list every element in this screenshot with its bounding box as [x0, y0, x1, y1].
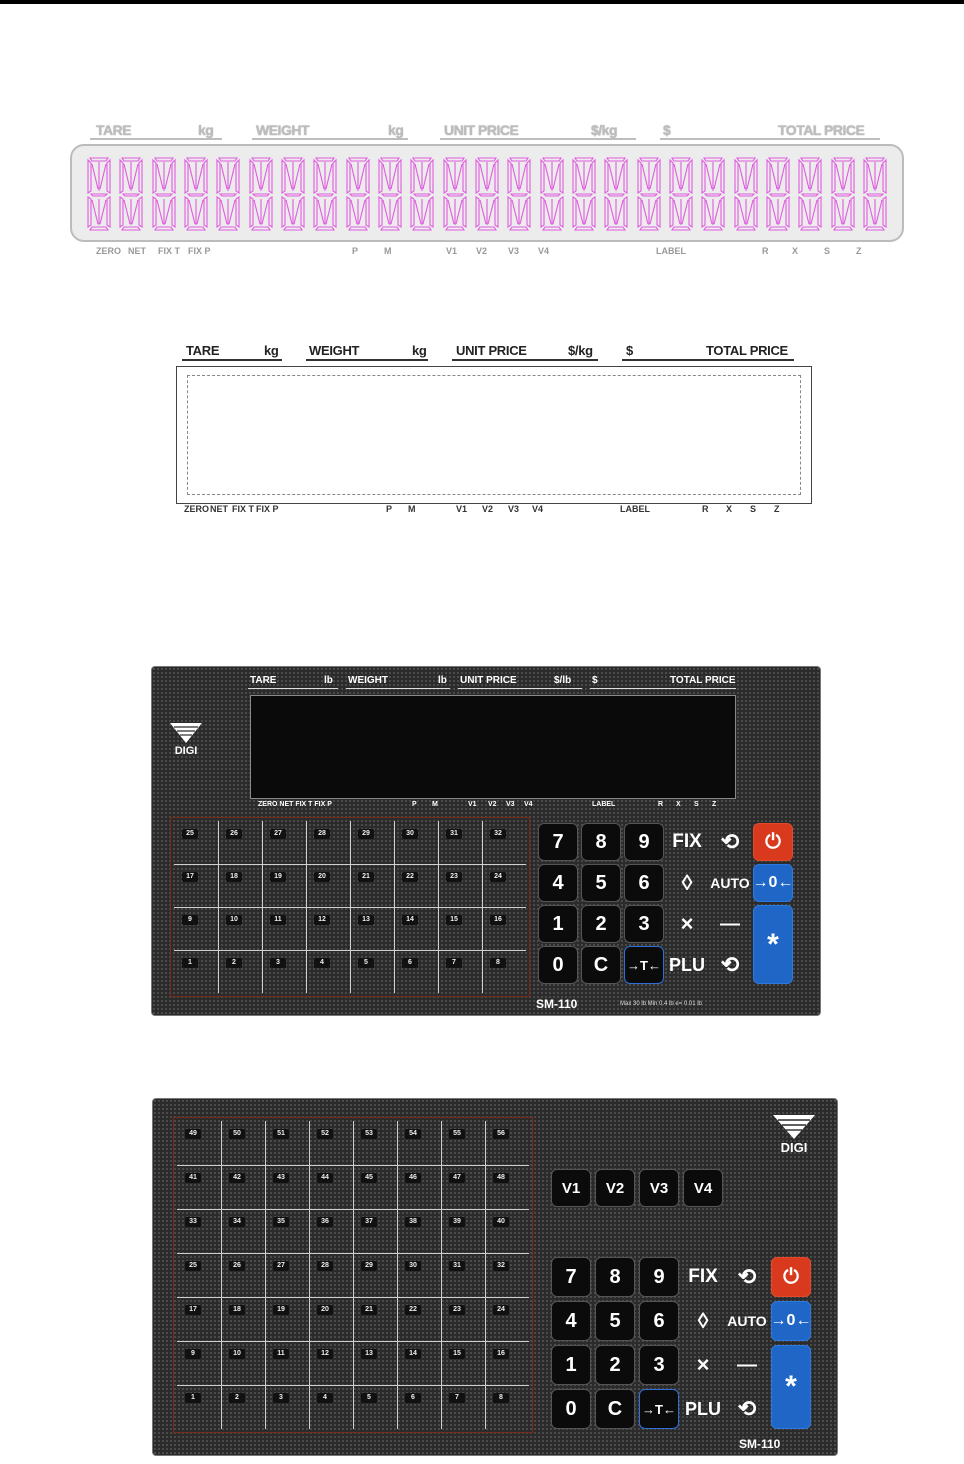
- key-6[interactable]: 6: [639, 1301, 679, 1341]
- plu-key[interactable]: 31: [446, 829, 462, 839]
- header-bar-total: [590, 688, 736, 689]
- clear-key[interactable]: C: [581, 946, 621, 984]
- power-key[interactable]: ⏻: [771, 1257, 811, 1297]
- segment-display-header: [68, 118, 904, 142]
- plu-key[interactable]: PLU: [669, 954, 705, 975]
- ind-v2: V2: [482, 504, 494, 514]
- plu-key[interactable]: 51: [273, 1129, 289, 1139]
- keypad-panel-32: [151, 666, 821, 1016]
- key-7[interactable]: 7: [551, 1257, 591, 1297]
- header-unit-price-unit: $/kg: [591, 122, 618, 138]
- key-auto[interactable]: AUTO: [710, 875, 750, 891]
- key-rotate[interactable]: ⟲: [720, 952, 740, 977]
- plu-key[interactable]: 17: [182, 872, 198, 882]
- plu-key[interactable]: 25: [185, 1261, 201, 1271]
- clear-key[interactable]: C: [595, 1389, 635, 1429]
- key-2[interactable]: 2: [595, 1345, 635, 1385]
- ind-p: P: [412, 801, 417, 808]
- plu-key[interactable]: 53: [361, 1129, 377, 1139]
- ind-p: P: [352, 246, 359, 256]
- plu-key[interactable]: 14: [405, 1349, 421, 1359]
- plu-key[interactable]: 22: [402, 872, 418, 882]
- plu-key[interactable]: 13: [361, 1349, 377, 1359]
- segment-digits: [86, 156, 888, 230]
- plu-key[interactable]: 2: [226, 958, 242, 968]
- plu-key[interactable]: 54: [405, 1129, 421, 1139]
- plu-key[interactable]: 12: [317, 1349, 333, 1359]
- ind-x: X: [676, 801, 681, 808]
- header-weight-unit: kg: [388, 122, 404, 138]
- key-multiply[interactable]: ×: [680, 911, 694, 936]
- keypad-panel-56: [152, 1098, 838, 1456]
- plu-key[interactable]: 3: [270, 958, 286, 968]
- outline-lcd-dashed-area: [187, 375, 801, 495]
- plu-key[interactable]: PLU: [685, 1398, 721, 1419]
- outline-lcd: [176, 366, 812, 504]
- plu-grid-line: [441, 1121, 442, 1429]
- plu-key[interactable]: 29: [358, 829, 374, 839]
- segment-digit: [700, 156, 726, 232]
- plu-grid-line: [306, 821, 307, 993]
- ind-label: LABEL: [592, 801, 616, 808]
- plu-key[interactable]: 16: [490, 915, 506, 925]
- plu-key[interactable]: 27: [270, 829, 286, 839]
- plu-key[interactable]: 24: [490, 872, 506, 882]
- header-bar-tare: [248, 688, 338, 689]
- segment-digit: [86, 156, 112, 232]
- plu-key[interactable]: 23: [449, 1305, 465, 1315]
- key-minus[interactable]: —: [737, 1353, 757, 1376]
- plu-key[interactable]: 7: [446, 958, 462, 968]
- plu-key[interactable]: 6: [405, 1393, 421, 1403]
- ind-label: LABEL: [620, 504, 650, 514]
- key-5[interactable]: 5: [581, 864, 621, 902]
- header-currency: $: [663, 122, 671, 138]
- ind-p: P: [386, 504, 393, 514]
- plu-key[interactable]: 19: [270, 872, 286, 882]
- plu-key[interactable]: 10: [229, 1349, 245, 1359]
- key-6[interactable]: 6: [624, 864, 664, 902]
- plu-key[interactable]: 16: [493, 1349, 509, 1359]
- ind-v1: V1: [456, 504, 468, 514]
- plu-key[interactable]: 18: [229, 1305, 245, 1315]
- header-tare: TARE: [96, 122, 132, 138]
- segment-digit: [765, 156, 791, 232]
- ind-v2: V2: [488, 801, 497, 808]
- plu-key[interactable]: 52: [317, 1129, 333, 1139]
- plu-key[interactable]: 43: [273, 1173, 289, 1183]
- plu-key[interactable]: 30: [405, 1261, 421, 1271]
- ind-v4: V4: [538, 246, 550, 256]
- key-fix[interactable]: FIX: [688, 1266, 718, 1287]
- header-weight: WEIGHT: [348, 675, 388, 686]
- plu-key[interactable]: 20: [314, 872, 330, 882]
- plu-key[interactable]: 32: [493, 1261, 509, 1271]
- header-weight-unit: kg: [412, 343, 427, 358]
- segment-digit: [636, 156, 662, 232]
- zero-key[interactable]: →0←: [753, 864, 793, 902]
- print-key[interactable]: *: [771, 1345, 811, 1429]
- plu-key[interactable]: 3: [273, 1393, 289, 1403]
- ind-s: S: [750, 504, 757, 514]
- header-total-price: TOTAL PRICE: [706, 343, 788, 358]
- plu-key[interactable]: 50: [229, 1129, 245, 1139]
- plu-key[interactable]: 18: [226, 872, 242, 882]
- plu-key[interactable]: 15: [446, 915, 462, 925]
- ind-r: R: [762, 246, 769, 256]
- key-0[interactable]: 0: [538, 946, 578, 984]
- plu-key[interactable]: 21: [358, 872, 374, 882]
- lcd-window: [250, 695, 736, 799]
- plu-key[interactable]: 11: [270, 915, 286, 925]
- segment-digit: [797, 156, 823, 232]
- plu-key[interactable]: 8: [493, 1393, 509, 1403]
- plu-key[interactable]: 6: [402, 958, 418, 968]
- header-bar-tare: [182, 359, 282, 361]
- header-tare-unit: lb: [324, 675, 333, 686]
- ind-z: Z: [856, 246, 862, 256]
- header-bar-unit-price: [440, 138, 636, 140]
- plu-key[interactable]: 30: [402, 829, 418, 839]
- header-unit-price-unit: $/kg: [568, 343, 593, 358]
- ind-zero-net-fix: ZERO NET FIX T FIX P: [258, 801, 332, 808]
- ind-v2: V2: [476, 246, 488, 256]
- plu-key[interactable]: 31: [449, 1261, 465, 1271]
- header-unit-price: UNIT PRICE: [456, 343, 527, 358]
- ind-fix-p: FIX P: [256, 504, 279, 514]
- key-3[interactable]: 3: [624, 905, 664, 943]
- ind-label: LABEL: [656, 246, 686, 256]
- ind-s: S: [694, 801, 699, 808]
- key-8[interactable]: 8: [581, 823, 621, 861]
- key-0[interactable]: 0: [551, 1389, 591, 1429]
- plu-grid-line: [397, 1121, 398, 1429]
- header-tare-unit: kg: [198, 122, 214, 138]
- plu-key[interactable]: 17: [185, 1305, 201, 1315]
- plu-key[interactable]: 44: [317, 1173, 333, 1183]
- plu-grid-line: [394, 821, 395, 993]
- segment-digit: [862, 156, 888, 232]
- outline-display-panel: [176, 340, 816, 520]
- header-bar-unit-price: [452, 359, 598, 361]
- plu-key[interactable]: 55: [449, 1129, 465, 1139]
- ind-v1: V1: [468, 801, 477, 808]
- plu-key[interactable]: 15: [449, 1349, 465, 1359]
- key-9[interactable]: 9: [624, 823, 664, 861]
- key-rotate[interactable]: ⟲: [737, 1396, 757, 1421]
- segment-indicators: [68, 246, 904, 260]
- plu-key[interactable]: 12: [314, 915, 330, 925]
- key-2[interactable]: 2: [581, 905, 621, 943]
- plu-key[interactable]: 28: [314, 829, 330, 839]
- plu-key[interactable]: 19: [273, 1305, 289, 1315]
- segment-digit: [539, 156, 565, 232]
- plu-key[interactable]: 28: [317, 1261, 333, 1271]
- segment-digit: [377, 156, 403, 232]
- segment-display-panel: [68, 118, 904, 260]
- key-9[interactable]: 9: [639, 1257, 679, 1297]
- segment-digit: [215, 156, 241, 232]
- ind-v3: V3: [508, 246, 520, 256]
- plu-key[interactable]: 22: [405, 1305, 421, 1315]
- header-currency: $: [626, 343, 633, 358]
- segment-digit: [506, 156, 532, 232]
- plu-key[interactable]: 45: [361, 1173, 377, 1183]
- plu-grid-line: [309, 1121, 310, 1429]
- model-name: SM-110: [739, 1437, 781, 1451]
- segment-lcd: [70, 144, 904, 242]
- plu-key[interactable]: 1: [185, 1393, 201, 1403]
- plu-key[interactable]: 25: [182, 829, 198, 839]
- header-bar-total: [660, 138, 880, 140]
- ind-m: M: [408, 504, 416, 514]
- header-weight-unit: lb: [438, 675, 447, 686]
- key-7[interactable]: 7: [538, 823, 578, 861]
- plu-key[interactable]: 5: [358, 958, 374, 968]
- ind-v1: V1: [446, 246, 458, 256]
- plu-key[interactable]: 37: [361, 1217, 377, 1227]
- header-unit-price: UNIT PRICE: [444, 122, 519, 138]
- plu-key[interactable]: 8: [490, 958, 506, 968]
- segment-digit: [442, 156, 468, 232]
- header-weight: WEIGHT: [309, 343, 360, 358]
- plu-grid-line: [262, 821, 263, 993]
- segment-digit: [248, 156, 274, 232]
- key-1[interactable]: 1: [551, 1345, 591, 1385]
- plu-grid-line: [485, 1121, 486, 1429]
- key-unit-change[interactable]: ⟲: [737, 1264, 757, 1289]
- header-total-price: TOTAL PRICE: [670, 675, 736, 686]
- v-key-1[interactable]: V1: [551, 1169, 591, 1207]
- header-bar-total: [622, 359, 794, 361]
- plu-key[interactable]: 5: [361, 1393, 377, 1403]
- segment-digit: [474, 156, 500, 232]
- ind-v4: V4: [532, 504, 544, 514]
- plu-grid-line: [218, 821, 219, 993]
- plu-key[interactable]: 24: [493, 1305, 509, 1315]
- plu-key[interactable]: 7: [449, 1393, 465, 1403]
- v-key-2[interactable]: V2: [595, 1169, 635, 1207]
- plu-key[interactable]: 11: [273, 1349, 289, 1359]
- segment-digit: [118, 156, 144, 232]
- key-fix[interactable]: FIX: [672, 831, 702, 852]
- ind-net: NET: [128, 246, 146, 256]
- key-unit-change[interactable]: ⟲: [720, 829, 740, 854]
- plu-key[interactable]: 33: [185, 1217, 201, 1227]
- ind-v3: V3: [508, 504, 520, 514]
- header-weight: WEIGHT: [256, 122, 309, 138]
- ind-v4: V4: [524, 801, 533, 808]
- ind-net: NET: [210, 504, 228, 514]
- segment-digit: [312, 156, 338, 232]
- segment-digit: [345, 156, 371, 232]
- segment-digit: [183, 156, 209, 232]
- ind-r: R: [658, 801, 664, 808]
- plu-key[interactable]: 41: [185, 1173, 201, 1183]
- svg-text:DIGI: DIGI: [780, 1140, 808, 1153]
- v-key-3[interactable]: V3: [639, 1169, 679, 1207]
- plu-key[interactable]: 26: [226, 829, 242, 839]
- plu-key[interactable]: 13: [358, 915, 374, 925]
- digi-logo: [168, 721, 204, 760]
- ind-x: X: [726, 504, 733, 514]
- plu-key[interactable]: 46: [405, 1173, 421, 1183]
- key-auto[interactable]: AUTO: [727, 1313, 767, 1329]
- tare-key[interactable]: →T←: [639, 1389, 679, 1429]
- ind-r: R: [702, 504, 709, 514]
- key-3[interactable]: 3: [639, 1345, 679, 1385]
- plu-grid-line: [265, 1121, 266, 1429]
- ind-zero: ZERO: [184, 504, 210, 514]
- plu-key[interactable]: 14: [402, 915, 418, 925]
- header-unit-price: UNIT PRICE: [460, 675, 517, 686]
- segment-digit: [668, 156, 694, 232]
- segment-digit: [280, 156, 306, 232]
- plu-key[interactable]: 32: [490, 829, 506, 839]
- header-bar-weight: [252, 138, 408, 140]
- plu-key[interactable]: 9: [182, 915, 198, 925]
- header-tare: TARE: [250, 675, 277, 686]
- plu-key[interactable]: 9: [185, 1349, 201, 1359]
- key-diamond[interactable]: ◊: [697, 1308, 709, 1333]
- top-rule: [0, 0, 964, 4]
- plu-key[interactable]: 26: [229, 1261, 245, 1271]
- plu-key[interactable]: 4: [317, 1393, 333, 1403]
- plu-key[interactable]: 42: [229, 1173, 245, 1183]
- key-4[interactable]: 4: [551, 1301, 591, 1341]
- plu-key[interactable]: 23: [446, 872, 462, 882]
- print-key[interactable]: *: [753, 905, 793, 984]
- plu-key[interactable]: 56: [493, 1129, 509, 1139]
- plu-key[interactable]: 35: [273, 1217, 289, 1227]
- ind-x: X: [792, 246, 799, 256]
- plu-grid-line: [353, 1121, 354, 1429]
- segment-digit: [571, 156, 597, 232]
- key-diamond[interactable]: ◊: [681, 870, 693, 895]
- key-5[interactable]: 5: [595, 1301, 635, 1341]
- model-name: SM-110: [536, 997, 578, 1011]
- plu-key[interactable]: 21: [361, 1305, 377, 1315]
- ind-zero: ZERO: [96, 246, 122, 256]
- header-bar-weight: [306, 359, 428, 361]
- plu-key[interactable]: 40: [493, 1217, 509, 1227]
- header-unit-price-unit: $/lb: [554, 675, 572, 686]
- power-key[interactable]: ⏻: [753, 823, 793, 861]
- ind-s: S: [824, 246, 831, 256]
- ind-z: Z: [712, 801, 717, 808]
- header-total-price: TOTAL PRICE: [778, 122, 865, 138]
- plu-grid-line: [438, 821, 439, 993]
- key-minus[interactable]: —: [720, 912, 740, 935]
- tare-key[interactable]: →T←: [624, 946, 664, 984]
- key-8[interactable]: 8: [595, 1257, 635, 1297]
- zero-key[interactable]: →0←: [771, 1301, 811, 1341]
- header-currency: $: [592, 675, 598, 686]
- header-tare-unit: kg: [264, 343, 279, 358]
- header-bar-unit-price: [458, 688, 582, 689]
- plu-key[interactable]: 36: [317, 1217, 333, 1227]
- segment-digit: [151, 156, 177, 232]
- v-key-4[interactable]: V4: [683, 1169, 723, 1207]
- plu-key[interactable]: 47: [449, 1173, 465, 1183]
- header-bar-weight: [346, 688, 450, 689]
- ind-fix-t: FIX T: [158, 246, 180, 256]
- ind-m: M: [432, 801, 438, 808]
- ind-v3: V3: [506, 801, 515, 808]
- plu-key[interactable]: 34: [229, 1217, 245, 1227]
- plu-key[interactable]: 29: [361, 1261, 377, 1271]
- digi-logo: [771, 1113, 817, 1158]
- plu-grid-line: [221, 1121, 222, 1429]
- segment-digit: [603, 156, 629, 232]
- svg-text:DIGI: DIGI: [174, 745, 198, 755]
- key-4[interactable]: 4: [538, 864, 578, 902]
- plu-grid-line: [350, 821, 351, 993]
- plu-key[interactable]: 10: [226, 915, 242, 925]
- plu-key[interactable]: 39: [449, 1217, 465, 1227]
- plu-key[interactable]: 48: [493, 1173, 509, 1183]
- segment-digit: [733, 156, 759, 232]
- plu-key[interactable]: 27: [273, 1261, 289, 1271]
- key-1[interactable]: 1: [538, 905, 578, 943]
- ind-m: M: [384, 246, 392, 256]
- header-bar-tare: [90, 138, 222, 140]
- key-multiply[interactable]: ×: [696, 1352, 710, 1377]
- segment-digit: [830, 156, 856, 232]
- plu-key[interactable]: 1: [182, 958, 198, 968]
- plu-key[interactable]: 49: [185, 1129, 201, 1139]
- plu-key[interactable]: 2: [229, 1393, 245, 1403]
- plu-key[interactable]: 4: [314, 958, 330, 968]
- ind-z: Z: [774, 504, 780, 514]
- header-tare: TARE: [186, 343, 220, 358]
- segment-digit: [409, 156, 435, 232]
- plu-grid-line: [482, 821, 483, 993]
- ind-fix-t: FIX T: [232, 504, 254, 514]
- ind-fix-p: FIX P: [188, 246, 211, 256]
- plu-key[interactable]: 38: [405, 1217, 421, 1227]
- capacity-spec: Max 30 lb Min 0.4 lb e= 0.01 lb: [620, 1001, 702, 1007]
- plu-key[interactable]: 20: [317, 1305, 333, 1315]
